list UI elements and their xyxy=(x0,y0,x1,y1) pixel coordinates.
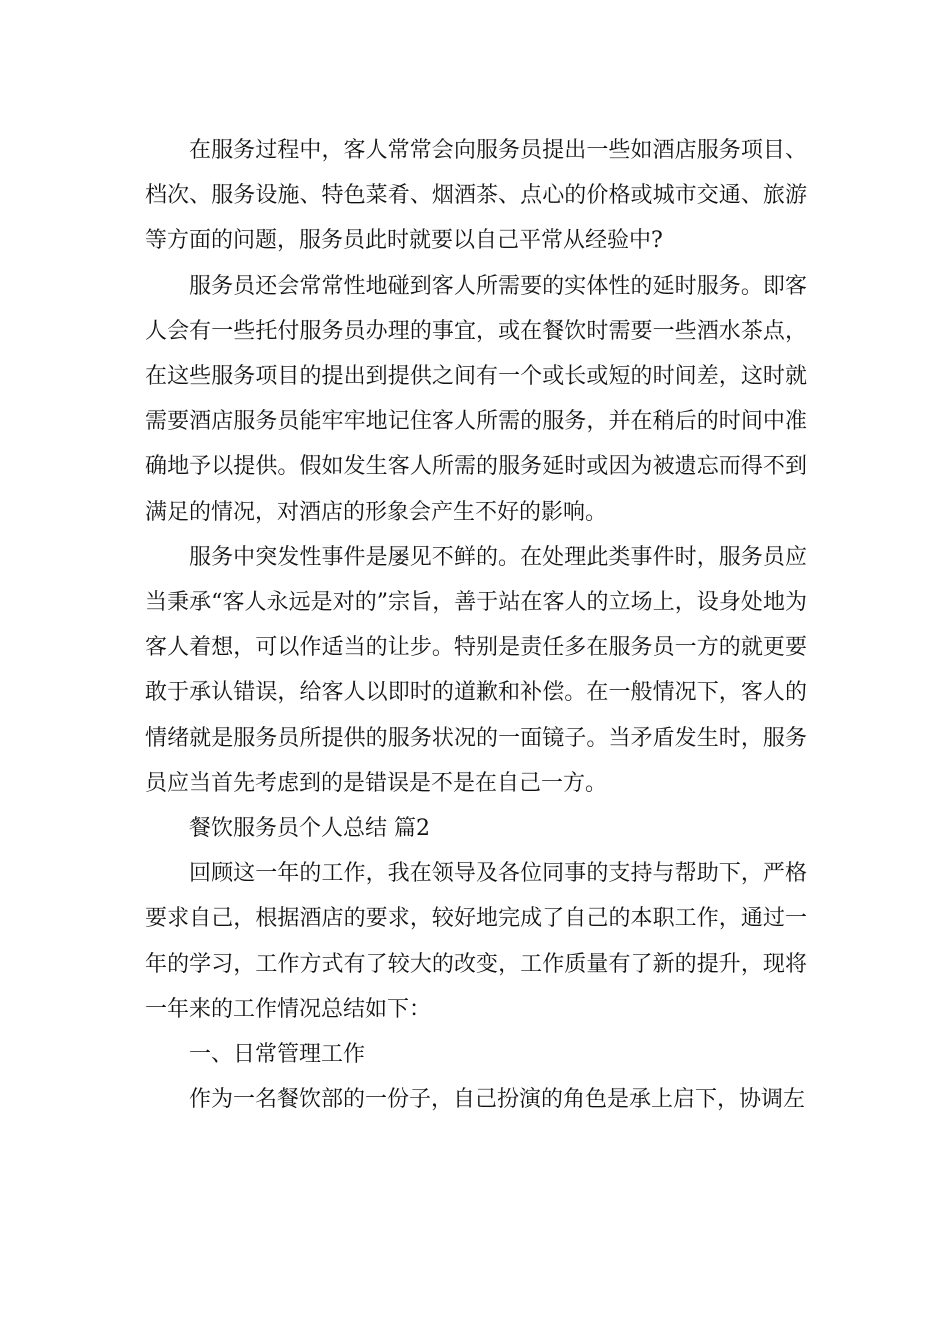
subheading-daily-management: 一、日常管理工作 xyxy=(189,1042,366,1068)
document-body xyxy=(145,128,807,1122)
paragraph-delayed-service: 服务员还会常常性地碰到客人所需要的实体性的延时服务。即客人会有一些托付服务员办理的事宜，或在餐饮时需要一些酒水茶点，在这些服务项目的提出到提供之间有一个或长或短的时间差，这时就需要酒店服务员能牢牢地记住客人所需的服务，并在稍后的时间中准确地予以提供。假如发生客人所需的服务延时或因为被遗忘而得不到满足的情况，对酒店的形象会产生不好的影响。 xyxy=(145,273,807,525)
paragraph-role-description: 作为一名餐饮部的一份子，自己扮演的角色是承上启下，协调左 xyxy=(189,1087,806,1113)
paragraph-emergency-events: 服务中突发性事件是屡见不鲜的。在处理此类事件时，服务员应当秉承“客人永远是对的”宗旨，善于站在客人的立场上，设身处地为客人着想，可以作适当的让步。特别是责任多在服务员一方的就更要敢于承认错误，给客人以即时的道歉和补偿。在一般情况下，客人的情绪就是服务员所提供的服务状况的一面镜子。当矛盾发生时，服务员应当首先考虑到的是错误是不是在自己一方。 xyxy=(145,544,807,796)
paragraph-service-questions: 在服务过程中，客人常常会向服务员提出一些如酒店服务项目、档次、服务设施、特色菜肴、烟酒茶、点心的价格或城市交通、旅游等方面的问题，服务员此时就要以自己平常从经验中? xyxy=(145,138,807,254)
paragraph-year-review: 回顾这一年的工作，我在领导及各位同事的支持与帮助下，严格要求自己，根据酒店的要求，较好地完成了自己的本职工作，通过一年的学习，工作方式有了较大的改变，工作质量有了新的提升，现将一年来的工作情况总结如下： xyxy=(145,861,807,1022)
section-heading-part-2: 餐饮服务员个人总结 篇2 xyxy=(189,816,430,842)
